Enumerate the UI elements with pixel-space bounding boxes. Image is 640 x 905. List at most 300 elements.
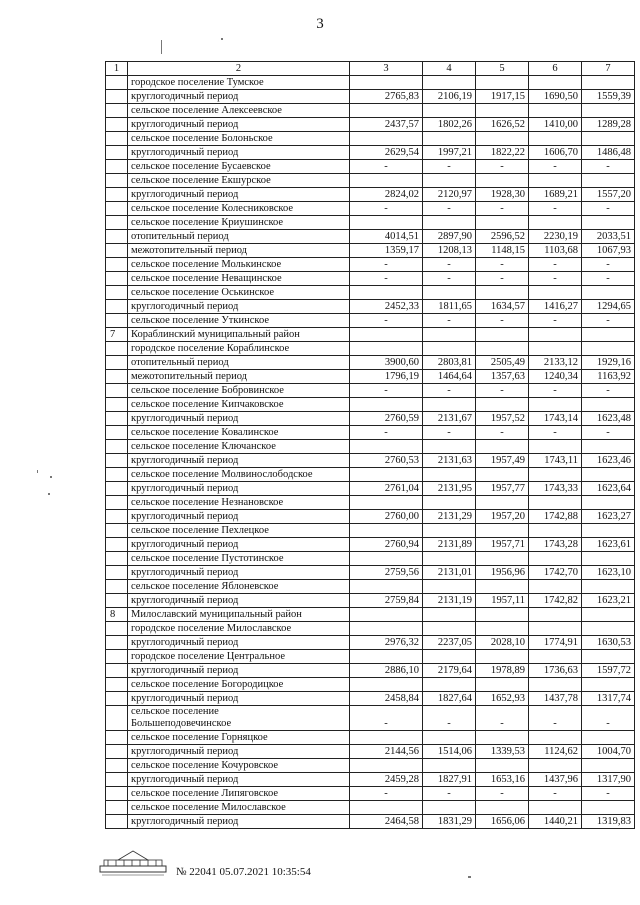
table-row (106, 636, 635, 650)
row-number-cell (106, 370, 128, 384)
row-label-cell: круглогодичный период (128, 510, 350, 524)
tariff-value-cell: 1956,96 (476, 566, 529, 580)
tariff-value-cell: 1294,65 (582, 300, 635, 314)
tariff-value-cell (423, 552, 476, 566)
row-label-cell: круглогодичный период (128, 692, 350, 706)
tariff-value-cell: - (423, 202, 476, 216)
tariff-value-cell: 1317,74 (582, 692, 635, 706)
tariff-value-cell: 1597,72 (582, 664, 635, 678)
tariff-value-cell (582, 552, 635, 566)
tariff-value-cell: 1623,21 (582, 594, 635, 608)
tariff-value-cell (476, 104, 529, 118)
tariff-value-cell: 1690,50 (529, 90, 582, 104)
tariff-value-cell (423, 342, 476, 356)
tariff-value-cell: 2765,83 (350, 90, 423, 104)
tariff-value-cell: 1623,10 (582, 566, 635, 580)
tariff-value-cell (423, 328, 476, 342)
row-label-cell: сельское поселение Болоньское (128, 132, 350, 146)
tariff-value-cell (476, 580, 529, 594)
tariff-value-cell (350, 801, 423, 815)
table-row (106, 440, 635, 454)
header-cell: 2 (128, 62, 350, 76)
table-row (106, 104, 635, 118)
row-number-cell (106, 510, 128, 524)
tariff-value-cell (423, 398, 476, 412)
tariff-value-cell: - (476, 258, 529, 272)
tariff-value-cell (582, 468, 635, 482)
tariff-value-cell (350, 552, 423, 566)
tariff-value-cell (350, 496, 423, 510)
tariff-value-cell: 1124,62 (529, 745, 582, 759)
tariff-value-cell: 2760,59 (350, 412, 423, 426)
tariff-value-cell: 1743,11 (529, 454, 582, 468)
tariff-value-cell (350, 580, 423, 594)
tariff-value-cell: - (476, 160, 529, 174)
tariff-value-cell (350, 174, 423, 188)
tariff-value-cell: - (476, 314, 529, 328)
table-row (106, 412, 635, 426)
tariff-value-cell: 1689,21 (529, 188, 582, 202)
table-row (106, 552, 635, 566)
tariff-value-cell (582, 608, 635, 622)
row-label-cell: отопительный период (128, 230, 350, 244)
tariff-value-cell (476, 524, 529, 538)
tariff-value-cell (423, 216, 476, 230)
header-cell: 4 (423, 62, 476, 76)
tariff-value-cell (582, 216, 635, 230)
tariff-value-cell (476, 759, 529, 773)
tariff-value-cell (476, 216, 529, 230)
tariff-value-cell: - (529, 787, 582, 801)
tariff-value-cell: 2759,84 (350, 594, 423, 608)
row-label-cell: городское поселение Тумское (128, 76, 350, 90)
scan-speck (50, 476, 52, 478)
row-label-cell: сельское поселение Ключанское (128, 440, 350, 454)
tariff-value-cell (476, 622, 529, 636)
row-label-cell: круглогодичный период (128, 482, 350, 496)
tariff-value-cell (529, 286, 582, 300)
tariff-value-cell: - (350, 160, 423, 174)
tariff-value-cell: 1743,14 (529, 412, 582, 426)
tariff-value-cell: 2760,00 (350, 510, 423, 524)
table-row (106, 426, 635, 440)
table-row (106, 202, 635, 216)
row-number-cell (106, 244, 128, 258)
tariff-value-cell (350, 328, 423, 342)
table-row (106, 356, 635, 370)
scan-speck (468, 876, 471, 878)
tariff-value-cell: 1928,30 (476, 188, 529, 202)
tariff-value-cell: 1437,78 (529, 692, 582, 706)
tariff-value-cell (350, 132, 423, 146)
tariff-value-cell: 1559,39 (582, 90, 635, 104)
table-row (106, 300, 635, 314)
tariff-value-cell (476, 398, 529, 412)
tariff-value-cell (423, 286, 476, 300)
tariff-value-cell (582, 496, 635, 510)
tariff-value-cell (582, 76, 635, 90)
header-cell: 5 (476, 62, 529, 76)
table-row (106, 815, 635, 829)
tariff-value-cell: - (582, 787, 635, 801)
tariff-value-cell: 2824,02 (350, 188, 423, 202)
row-number-cell (106, 440, 128, 454)
tariff-value-cell (529, 552, 582, 566)
row-label-cell: межотопительный период (128, 370, 350, 384)
tariff-value-cell (476, 440, 529, 454)
tariff-value-cell (476, 608, 529, 622)
table-row (106, 454, 635, 468)
row-label-cell: круглогодичный период (128, 188, 350, 202)
header-cell: 6 (529, 62, 582, 76)
table-row (106, 118, 635, 132)
tariff-value-cell: 2131,89 (423, 538, 476, 552)
tariff-value-cell (350, 286, 423, 300)
tariff-value-cell (529, 398, 582, 412)
row-number-cell (106, 759, 128, 773)
row-label-cell: сельское поселение Липяговское (128, 787, 350, 801)
tariff-value-cell: - (350, 272, 423, 286)
tariff-value-cell: 1486,48 (582, 146, 635, 160)
tariff-value-cell: 1743,33 (529, 482, 582, 496)
tariff-value-cell: 2120,97 (423, 188, 476, 202)
tariff-value-cell: 2131,01 (423, 566, 476, 580)
tariff-value-cell: 2629,54 (350, 146, 423, 160)
table-row (106, 286, 635, 300)
tariff-value-cell: - (582, 272, 635, 286)
tariff-value-cell: - (423, 258, 476, 272)
tariff-value-cell: 1743,28 (529, 538, 582, 552)
tariff-value-cell (582, 650, 635, 664)
header-cell: 7 (582, 62, 635, 76)
tariff-value-cell (529, 342, 582, 356)
tariff-value-cell: 1736,63 (529, 664, 582, 678)
tariff-value-cell (529, 622, 582, 636)
row-number-cell (106, 664, 128, 678)
row-number-cell (106, 650, 128, 664)
row-label-cell: сельское поселение Кипчаковское (128, 398, 350, 412)
tariff-value-cell (529, 524, 582, 538)
tariff-value-cell: 1240,34 (529, 370, 582, 384)
tariff-value-cell: - (529, 160, 582, 174)
row-label-cell: сельское поселение Яблоневское (128, 580, 350, 594)
row-number-cell (106, 398, 128, 412)
tariff-value-cell (529, 801, 582, 815)
tariff-value-cell: - (423, 426, 476, 440)
tariff-value-cell (350, 342, 423, 356)
building-seal-icon (98, 848, 168, 878)
tariff-value-cell: 1929,16 (582, 356, 635, 370)
tariff-value-cell: - (476, 787, 529, 801)
tariff-value-cell: - (529, 272, 582, 286)
tariff-value-cell (423, 678, 476, 692)
tariff-value-cell: 3900,60 (350, 356, 423, 370)
row-number-cell (106, 454, 128, 468)
tariff-value-cell: - (529, 258, 582, 272)
row-label-cell: круглогодичный период (128, 90, 350, 104)
tariff-value-cell: 1289,28 (582, 118, 635, 132)
tariff-value-cell: 1634,57 (476, 300, 529, 314)
row-number-cell (106, 594, 128, 608)
tariff-value-cell (423, 731, 476, 745)
tariff-value-cell: 2803,81 (423, 356, 476, 370)
row-number-cell (106, 745, 128, 759)
row-label-cell: круглогодичный период (128, 664, 350, 678)
header-cell: 3 (350, 62, 423, 76)
tariff-value-cell: 2897,90 (423, 230, 476, 244)
tariff-value-cell: 1359,17 (350, 244, 423, 258)
page-number: 3 (316, 16, 324, 32)
table-row (106, 664, 635, 678)
tariff-value-cell (582, 104, 635, 118)
tariff-value-cell: - (582, 706, 635, 731)
row-number-cell (106, 188, 128, 202)
tariff-value-cell: 2131,19 (423, 594, 476, 608)
tariff-value-cell: 1917,15 (476, 90, 529, 104)
tariff-value-cell (582, 678, 635, 692)
tariff-value-cell (476, 342, 529, 356)
row-label-cell: сельское поселение Неващинское (128, 272, 350, 286)
row-label-cell: Кораблинский муниципальный район (128, 328, 350, 342)
tariff-value-cell: 2886,10 (350, 664, 423, 678)
tariff-value-cell: 1440,21 (529, 815, 582, 829)
tariff-value-cell (529, 468, 582, 482)
row-number-cell: 7 (106, 328, 128, 342)
tariff-value-cell: 2437,57 (350, 118, 423, 132)
tariff-value-cell: 4014,51 (350, 230, 423, 244)
header-cell: 1 (106, 62, 128, 76)
table-row (106, 608, 635, 622)
table-row (106, 510, 635, 524)
row-label-cell: круглогодичный период (128, 566, 350, 580)
tariff-value-cell: 1623,61 (582, 538, 635, 552)
tariff-value-cell: 1464,64 (423, 370, 476, 384)
tariff-value-cell: - (582, 258, 635, 272)
tariff-value-cell: - (529, 384, 582, 398)
row-number-cell (106, 468, 128, 482)
row-label-cell: сельское поселение Ковалинское (128, 426, 350, 440)
tariff-value-cell (529, 76, 582, 90)
table-row (106, 258, 635, 272)
row-label-cell: круглогодичный период (128, 636, 350, 650)
tariff-value-cell (350, 104, 423, 118)
tariff-value-cell: 1831,29 (423, 815, 476, 829)
tariff-value-cell: 2759,56 (350, 566, 423, 580)
tariff-value-cell: 1626,52 (476, 118, 529, 132)
table-row (106, 370, 635, 384)
tariff-value-cell: 1827,91 (423, 773, 476, 787)
table-row (106, 801, 635, 815)
tariff-value-cell (423, 468, 476, 482)
row-number-cell (106, 160, 128, 174)
tariff-value-cell (350, 678, 423, 692)
row-label-cell: сельское поселение Алексеевское (128, 104, 350, 118)
row-number-cell (106, 706, 128, 731)
tariff-value-cell: 2230,19 (529, 230, 582, 244)
tariff-value-cell: 2179,64 (423, 664, 476, 678)
table-row (106, 174, 635, 188)
tariff-value-cell (529, 104, 582, 118)
table-row (106, 328, 635, 342)
tariff-value-cell: 2033,51 (582, 230, 635, 244)
tariff-value-cell: 1208,13 (423, 244, 476, 258)
row-label-cell: городское поселение Милославское (128, 622, 350, 636)
tariff-value-cell: - (582, 384, 635, 398)
row-number-cell (106, 118, 128, 132)
document-footer (98, 848, 418, 878)
table-row (106, 272, 635, 286)
tariff-value-cell: 1802,26 (423, 118, 476, 132)
tariff-value-cell: - (350, 202, 423, 216)
row-number-cell (106, 524, 128, 538)
tariff-value-cell (350, 468, 423, 482)
tariff-value-cell: 2505,49 (476, 356, 529, 370)
tariff-value-cell: - (350, 787, 423, 801)
row-number-cell (106, 342, 128, 356)
row-label-cell: сельское поселение Большеподовечинское (128, 706, 350, 731)
tariff-value-cell: 2458,84 (350, 692, 423, 706)
tariff-value-cell: - (529, 706, 582, 731)
tariff-value-cell (476, 678, 529, 692)
tariff-value-cell: - (476, 426, 529, 440)
table-row (106, 580, 635, 594)
table-row (106, 773, 635, 787)
row-label-cell: сельское поселение Милославское (128, 801, 350, 815)
tariff-value-cell: - (350, 706, 423, 731)
tariff-value-cell: 1978,89 (476, 664, 529, 678)
tariff-value-cell: 1742,70 (529, 566, 582, 580)
row-label-cell: сельское поселение Молвинослободское (128, 468, 350, 482)
tariff-value-cell: 1957,11 (476, 594, 529, 608)
row-number-cell (106, 356, 128, 370)
tariff-value-cell (423, 759, 476, 773)
table-row (106, 678, 635, 692)
tariff-value-cell (350, 76, 423, 90)
row-label-cell: сельское поселение Колесниковское (128, 202, 350, 216)
row-label-cell: сельское поселение Оськинское (128, 286, 350, 300)
row-label-cell: круглогодичный период (128, 594, 350, 608)
tariff-value-cell: - (582, 160, 635, 174)
table-row (106, 398, 635, 412)
row-label-cell: межотопительный период (128, 244, 350, 258)
table-row (106, 787, 635, 801)
tariff-value-cell (476, 801, 529, 815)
tariff-value-cell (476, 552, 529, 566)
table-row (106, 566, 635, 580)
row-label-cell: круглогодичный период (128, 538, 350, 552)
table-row (106, 538, 635, 552)
tariff-value-cell (423, 104, 476, 118)
tariff-value-cell (476, 650, 529, 664)
row-number-cell (106, 258, 128, 272)
tariff-value-cell: 2760,53 (350, 454, 423, 468)
row-number-cell: 8 (106, 608, 128, 622)
tariff-value-cell (423, 524, 476, 538)
tariff-value-cell: 2133,12 (529, 356, 582, 370)
table-row (106, 622, 635, 636)
table-row (106, 468, 635, 482)
row-number-cell (106, 566, 128, 580)
table-row (106, 76, 635, 90)
tariff-value-cell: 1148,15 (476, 244, 529, 258)
tariff-value-cell: - (476, 706, 529, 731)
tariff-value-cell: 1339,53 (476, 745, 529, 759)
tariff-value-cell (423, 440, 476, 454)
row-number-cell (106, 538, 128, 552)
row-number-cell (106, 552, 128, 566)
tariff-value-cell: 1742,82 (529, 594, 582, 608)
tariff-value-cell: 2131,67 (423, 412, 476, 426)
tariff-value-cell (582, 174, 635, 188)
tariff-value-cell (423, 132, 476, 146)
row-number-cell (106, 787, 128, 801)
tariff-value-cell: 1630,53 (582, 636, 635, 650)
tariff-value-cell (529, 650, 582, 664)
row-number-cell (106, 580, 128, 594)
tariff-value-cell: 2106,19 (423, 90, 476, 104)
scan-speck (37, 470, 38, 473)
tariff-value-cell: 1774,91 (529, 636, 582, 650)
tariff-value-cell: 1653,16 (476, 773, 529, 787)
tariff-value-cell (582, 580, 635, 594)
row-number-cell (106, 314, 128, 328)
row-number-cell (106, 426, 128, 440)
row-number-cell (106, 815, 128, 829)
table-row (106, 188, 635, 202)
row-label-cell: круглогодичный период (128, 300, 350, 314)
tariff-value-cell (582, 342, 635, 356)
tariff-value-cell: - (476, 272, 529, 286)
scan-speck (48, 493, 50, 495)
table-row (106, 384, 635, 398)
tariff-value-cell (529, 580, 582, 594)
row-number-cell (106, 202, 128, 216)
tariff-value-cell: 1319,83 (582, 815, 635, 829)
tariff-value-cell (529, 496, 582, 510)
tariff-value-cell: 1623,48 (582, 412, 635, 426)
tariff-value-cell (582, 759, 635, 773)
tariff-value-cell: 1416,27 (529, 300, 582, 314)
table-row (106, 146, 635, 160)
row-label-cell: сельское поселение Екшурское (128, 174, 350, 188)
table-row (106, 216, 635, 230)
tariff-value-cell: - (476, 202, 529, 216)
tariff-value-cell (350, 731, 423, 745)
tariff-value-cell: 2596,52 (476, 230, 529, 244)
row-label-cell: отопительный период (128, 356, 350, 370)
tariff-value-cell: 2459,28 (350, 773, 423, 787)
tariff-value-cell: 1957,49 (476, 454, 529, 468)
table-row (106, 745, 635, 759)
tariff-value-cell: 2144,56 (350, 745, 423, 759)
row-number-cell (106, 146, 128, 160)
tariff-value-cell (423, 801, 476, 815)
table-row (106, 594, 635, 608)
row-label-cell: сельское поселение Криушинское (128, 216, 350, 230)
tariff-value-cell (476, 328, 529, 342)
tariff-value-cell (529, 440, 582, 454)
row-label-cell: сельское поселение Бусаевское (128, 160, 350, 174)
tariff-value-cell (350, 524, 423, 538)
tariff-value-cell: - (350, 426, 423, 440)
tariff-value-cell (582, 622, 635, 636)
row-number-cell (106, 272, 128, 286)
tariff-value-cell (476, 132, 529, 146)
tariff-value-cell: 2976,32 (350, 636, 423, 650)
row-number-cell (106, 384, 128, 398)
tariff-value-cell (582, 328, 635, 342)
tariff-value-cell: 2131,29 (423, 510, 476, 524)
